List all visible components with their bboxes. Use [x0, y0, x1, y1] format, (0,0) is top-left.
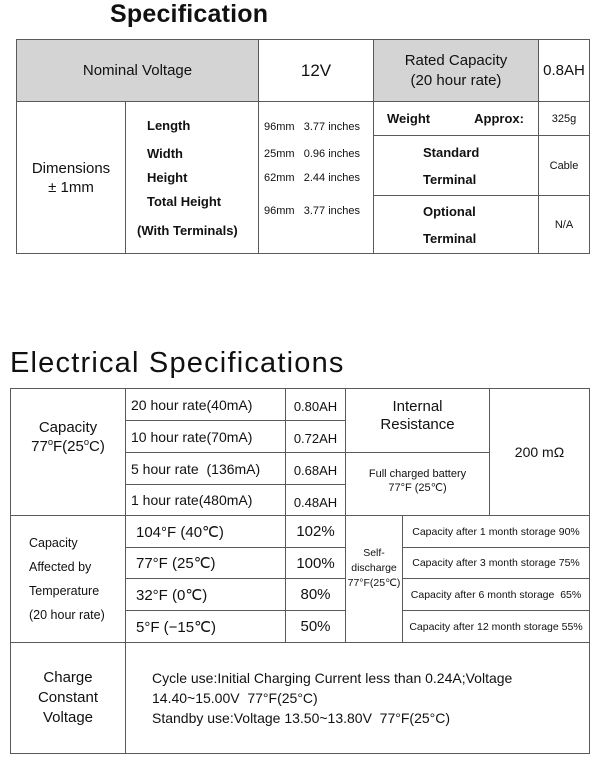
charge-line-1: Cycle use:Initial Charging Current less than 0.24A;Voltage	[152, 670, 513, 686]
temperature-label-2: Affected by	[29, 560, 92, 574]
temp-label-104f: 104°F (40℃)	[125, 515, 286, 548]
self-discharge-label-2: discharge	[351, 561, 397, 574]
dim-height-mm: 62mm	[264, 172, 295, 184]
capacity-temp-mid: F(25	[53, 438, 84, 455]
storage-12-month: Capacity after 12 month storage 55%	[402, 610, 590, 643]
standard-terminal-label-2: Terminal	[423, 171, 477, 187]
dim-with-terminals-label: (With Terminals)	[137, 223, 238, 238]
dim-width-in: 0.96 inches	[303, 148, 360, 160]
weight-label-text: Weight	[387, 111, 431, 126]
rate-label-20h: 20 hour rate(40mA)	[125, 388, 286, 421]
optional-terminal-value: N/A	[538, 195, 590, 254]
weight-label	[373, 101, 539, 136]
dim-length-mm: 96mm	[264, 121, 295, 133]
dim-height-label: Height	[147, 170, 188, 185]
temperature-label	[10, 515, 126, 643]
rate-label-5h: 5 hour rate (136mA)	[125, 452, 286, 485]
charge-label	[10, 642, 126, 754]
charge-label-1: Charge	[43, 669, 93, 686]
standard-terminal-label-1: Standard	[423, 144, 480, 160]
rated-capacity-label	[373, 39, 539, 102]
capacity-temp-c: C)	[89, 438, 105, 455]
dim-total-height-mm: 96mm	[264, 205, 295, 217]
nominal-voltage-value: 12V	[258, 39, 374, 102]
weight-value: 325g	[538, 101, 590, 136]
dimension-values	[258, 101, 374, 254]
temperature-label-3: Temperature	[29, 584, 100, 598]
charge-label-3: Voltage	[42, 709, 94, 726]
self-discharge-label-1: Self-	[363, 546, 385, 559]
temp-label-32f: 32°F (0℃)	[125, 578, 286, 611]
storage-1-month: Capacity after 1 month storage 90%	[402, 515, 590, 548]
rate-value-10h: 0.72AH	[285, 420, 346, 453]
storage-6-month: Capacity after 6 month storage 65%	[402, 578, 590, 611]
rated-capacity-value: 0.8AH	[538, 39, 590, 102]
optional-terminal-label-2: Terminal	[423, 230, 477, 246]
rate-value-5h: 0.68AH	[285, 452, 346, 485]
temperature-label-1: Capacity	[29, 536, 78, 550]
charge-line-2: 14.40~15.00V 77°F(25°C)	[152, 690, 318, 706]
weight-approx-text: Approx:	[474, 111, 524, 126]
rate-value-20h: 0.80AH	[285, 388, 346, 421]
standard-terminal-value: Cable	[538, 135, 590, 196]
capacity-temp-f: 77	[31, 438, 48, 455]
rate-label-10h: 10 hour rate(70mA)	[125, 420, 286, 453]
self-discharge-label-3: 77°F(25℃)	[347, 576, 401, 589]
capacity-label-1: Capacity	[38, 419, 98, 436]
optional-terminal-label	[373, 195, 539, 254]
dim-total-height-in: 3.77 inches	[303, 205, 360, 217]
internal-resistance-label-2: Resistance	[380, 415, 455, 433]
self-discharge-label	[345, 515, 403, 643]
optional-terminal-label-1: Optional	[423, 203, 476, 219]
dim-width-mm: 25mm	[264, 148, 295, 160]
internal-resistance-value: 200 mΩ	[489, 388, 590, 516]
temp-value-104f: 102%	[285, 515, 346, 548]
temp-label-77f: 77°F (25℃)	[125, 547, 286, 579]
temp-value-32f: 80%	[285, 578, 346, 611]
dim-height-value	[264, 172, 360, 184]
full-charged-label	[345, 452, 490, 516]
temperature-label-4: (20 hour rate)	[29, 608, 105, 622]
standard-terminal-label	[373, 135, 539, 196]
spec-title: Specification	[110, 0, 269, 28]
temp-label-5f: 5°F (−15℃)	[125, 610, 286, 643]
rate-value-1h: 0.48AH	[285, 484, 346, 516]
electrical-title: Electrical Specifications	[10, 347, 345, 379]
dim-width-value	[264, 148, 360, 160]
dim-length-label: Length	[147, 118, 191, 133]
temp-value-5f: 50%	[285, 610, 346, 643]
dimensions-label-1: Dimensions	[31, 159, 111, 177]
dimensions-label	[16, 101, 126, 254]
charge-description	[125, 642, 590, 754]
internal-resistance-label-1: Internal	[392, 397, 443, 415]
rated-capacity-label-1: Rated Capacity	[404, 51, 508, 69]
charge-label-2: Constant	[37, 689, 99, 706]
full-charged-label-1: Full charged battery	[368, 468, 467, 480]
dim-height-in: 2.44 inches	[303, 172, 360, 184]
nominal-voltage-label: Nominal Voltage	[16, 39, 259, 102]
storage-3-month: Capacity after 3 month storage 75%	[402, 547, 590, 579]
dim-length-in: 3.77 inches	[303, 121, 360, 133]
dim-length-value	[264, 121, 360, 133]
dimension-names	[125, 101, 259, 254]
dim-total-height-label: Total Height	[147, 194, 222, 209]
charge-line-3: Standby use:Voltage 13.50~13.80V 77°F(25°C)	[152, 710, 451, 726]
dim-total-height-value	[264, 205, 360, 217]
dim-width-label: Width	[147, 146, 183, 161]
capacity-label-2: 77$^o$F(25$^o$C)	[31, 437, 105, 455]
capacity-label	[10, 388, 126, 516]
dimensions-label-2: ± 1mm	[48, 178, 94, 196]
internal-resistance-label	[345, 388, 490, 453]
temp-value-77f: 100%	[285, 547, 346, 579]
rated-capacity-label-2: (20 hour rate)	[410, 71, 502, 89]
rate-label-1h: 1 hour rate(480mA)	[125, 484, 286, 516]
full-charged-label-2: 77°F (25℃)	[388, 482, 447, 494]
